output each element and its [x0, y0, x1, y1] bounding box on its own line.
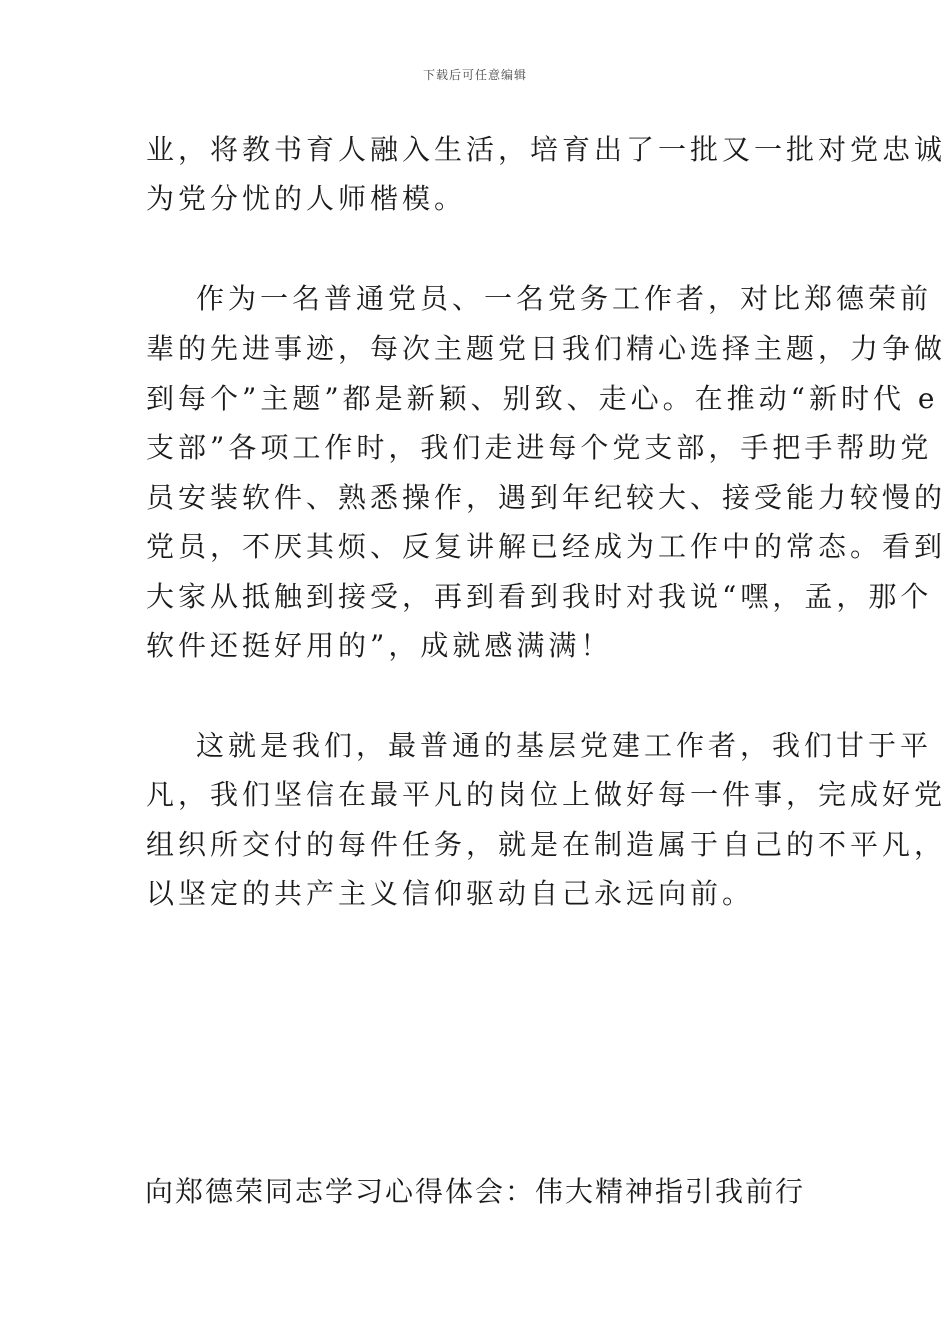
paragraph-line: 辈的先进事迹，每次主题党日我们精心选择主题，力争做: [146, 332, 947, 365]
paragraph-line: 支部”各项工作时，我们走进每个党支部，手把手帮助党: [146, 431, 933, 464]
paragraph-line: 作为一名普通党员、一名党务工作者，对比郑德荣前: [196, 282, 933, 315]
paragraph-line: 大家从抵触到接受，再到看到我时对我说“嘿，孟，那个: [146, 580, 933, 613]
paragraph-line: 凡，我们坚信在最平凡的岗位上做好每一件事，完成好党: [146, 778, 947, 811]
paragraph-line: 以坚定的共产主义信仰驱动自己永远向前。: [146, 877, 755, 910]
paragraph-line: 软件还挺好用的”，成就感满满！: [146, 629, 613, 662]
paragraph-line: 到每个”主题”都是新颖、别致、走心。在推动“新时代 e: [146, 382, 939, 415]
header-note: 下载后可任意编辑: [422, 68, 527, 82]
article-title: 向郑德荣同志学习心得体会：伟大精神指引我前行: [144, 1175, 805, 1208]
paragraph-line: 业，将教书育人融入生活，培育出了一批又一批对党忠诚: [146, 133, 947, 166]
paragraph-line: 这就是我们，最普通的基层党建工作者，我们甘于平: [196, 729, 933, 762]
paragraph-line: 组织所交付的每件任务，就是在制造属于自己的不平凡，: [146, 828, 947, 861]
paragraph-line: 员安装软件、熟悉操作，遇到年纪较大、接受能力较慢的: [146, 481, 947, 514]
paragraph-line: 为党分忧的人师楷模。: [146, 182, 467, 215]
paragraph-line: 党员，不厌其烦、反复讲解已经成为工作中的常态。看到: [146, 530, 947, 563]
